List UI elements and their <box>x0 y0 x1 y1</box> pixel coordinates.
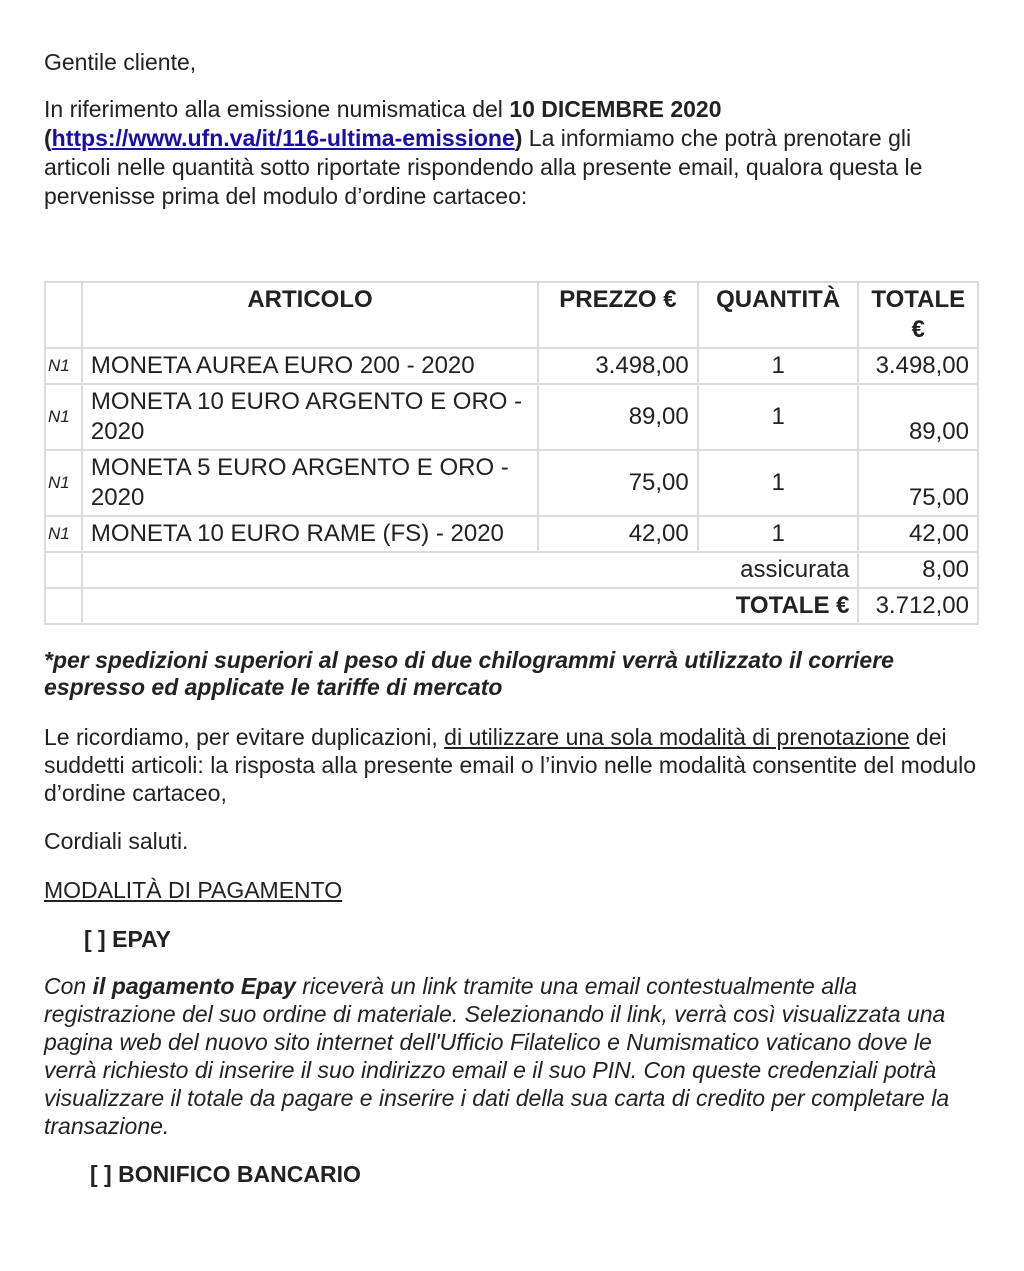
table-row <box>45 516 978 552</box>
insurance-row <box>45 552 978 588</box>
header-prezzo: PREZZO € <box>538 282 698 348</box>
intro-paragraph <box>44 95 979 211</box>
row-totale: 89,00 <box>858 384 978 450</box>
row-code: N1 <box>45 450 82 516</box>
epay-bold: il pagamento Epay <box>92 973 296 999</box>
row-quantita: 1 <box>698 450 859 516</box>
table-row <box>45 450 978 516</box>
empty-cell <box>45 552 82 588</box>
total-label: TOTALE € <box>82 588 859 624</box>
row-prezzo: 89,00 <box>538 384 698 450</box>
row-code: N1 <box>45 348 82 384</box>
shipping-note: *per spedizioni superiori al peso di due chilogrammi verrà utilizzato il corriere espresso ed applicate le tariffe di mercato <box>44 647 894 700</box>
header-code <box>45 282 82 348</box>
reminder-paragraph <box>44 723 979 807</box>
paren-open: ( <box>44 125 52 151</box>
row-articolo: MONETA 10 EURO ARGENTO E ORO - 2020 <box>82 384 538 450</box>
reminder-underlined: di utilizzare una sola modalità di prenotazione <box>444 724 910 750</box>
header-totale: TOTALE € <box>858 282 978 348</box>
row-totale: 42,00 <box>858 516 978 552</box>
row-prezzo: 75,00 <box>538 450 698 516</box>
row-quantita: 1 <box>698 384 859 450</box>
row-prezzo: 42,00 <box>538 516 698 552</box>
total-value: 3.712,00 <box>858 588 978 624</box>
order-table <box>44 281 979 625</box>
email-body <box>44 48 979 1189</box>
reminder-text-1: Le ricordiamo, per evitare duplicazioni, <box>44 724 445 750</box>
intro-text-2: La informiamo che potrà prenotare gli articoli nelle quantità sotto riportate rispondendo alla presente email, qualora questa le pervenisse prima del modulo d’ordine cartaceo: <box>44 125 923 209</box>
table-row <box>45 348 978 384</box>
table-row <box>45 384 978 450</box>
insurance-label: assicurata <box>82 552 859 588</box>
row-quantita: 1 <box>698 348 859 384</box>
epay-description <box>44 972 979 1140</box>
row-articolo: MONETA 10 EURO RAME (FS) - 2020 <box>82 516 538 552</box>
epay-option: [ ] EPAY <box>84 926 171 952</box>
row-totale: 75,00 <box>858 450 978 516</box>
epay-text-1: Con <box>44 973 93 999</box>
reminder-text-2: dei suddetti articoli: la risposta alla presente email o l’invio nelle modalità consentite del modulo d’ordine cartaceo, <box>44 724 977 806</box>
greeting: Gentile cliente, <box>44 49 197 75</box>
row-code: N1 <box>45 516 82 552</box>
bank-transfer-option: [ ] BONIFICO BANCARIO <box>90 1161 361 1187</box>
emission-date: 10 DICEMBRE 2020 <box>509 96 722 122</box>
epay-text-2: riceverà un link tramite una email contestualmente alla registrazione del suo ordine di materiale. Selezionando il link, verrà così visualizzata una pagina web del nuovo sito internet dell'Ufficio Filatelico e Numismatico vaticano dove le verrà richiesto di inserire il suo indirizzo email e il suo PIN. Con queste credenziali potrà visualizzare il totale da pagare e inserire i dati della sua carta di credito per completare la transazione. <box>44 973 950 1139</box>
row-articolo: MONETA 5 EURO ARGENTO E ORO - 2020 <box>82 450 538 516</box>
total-row <box>45 588 978 624</box>
header-quantita: QUANTITÀ <box>698 282 859 348</box>
empty-cell <box>45 588 82 624</box>
row-quantita: 1 <box>698 516 859 552</box>
emission-link[interactable]: https://www.ufn.va/it/116-ultima-emissione <box>51 125 515 151</box>
row-totale: 3.498,00 <box>858 348 978 384</box>
row-code: N1 <box>45 384 82 450</box>
row-prezzo: 3.498,00 <box>538 348 698 384</box>
header-articolo: ARTICOLO <box>82 282 538 348</box>
closing: Cordiali saluti. <box>44 828 189 854</box>
intro-text-1: In riferimento alla emissione numismatica del <box>44 96 510 122</box>
row-articolo: MONETA AUREA EURO 200 - 2020 <box>82 348 538 384</box>
payment-heading: MODALITÀ DI PAGAMENTO <box>44 877 343 903</box>
paren-close: ) <box>514 125 523 151</box>
table-header-row <box>45 282 978 348</box>
insurance-value: 8,00 <box>858 552 978 588</box>
